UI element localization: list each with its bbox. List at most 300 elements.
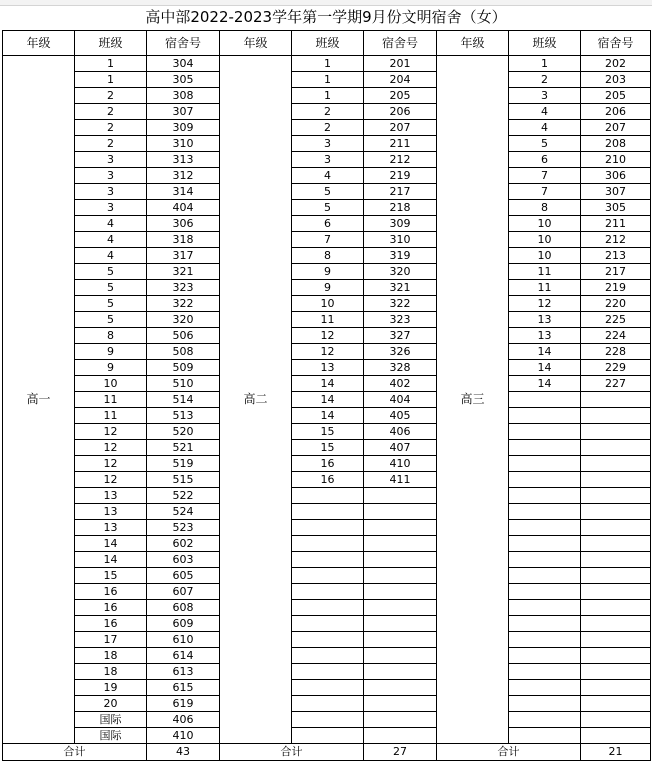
dorm-cell-empty (364, 520, 437, 536)
class-cell: 13 (509, 328, 581, 344)
class-cell: 8 (509, 200, 581, 216)
dorm-cell: 219 (581, 280, 651, 296)
class-cell: 16 (75, 616, 147, 632)
dorm-cell: 519 (147, 456, 220, 472)
class-cell-empty (509, 696, 581, 712)
class-cell: 1 (75, 56, 147, 72)
dorm-cell: 219 (364, 168, 437, 184)
table-row (3, 344, 651, 360)
class-cell-empty (292, 552, 364, 568)
dorm-cell-empty (581, 696, 651, 712)
class-cell: 2 (75, 136, 147, 152)
header-class: 班级 (509, 31, 581, 56)
dorm-cell: 224 (581, 328, 651, 344)
header-dorm: 宿舍号 (581, 31, 651, 56)
class-cell: 15 (292, 440, 364, 456)
class-cell: 5 (75, 296, 147, 312)
class-cell: 5 (75, 280, 147, 296)
dorm-cell-empty (364, 600, 437, 616)
dorm-cell: 201 (364, 56, 437, 72)
table-row (3, 440, 651, 456)
class-cell: 12 (509, 296, 581, 312)
dorm-cell: 310 (147, 136, 220, 152)
table-row (3, 648, 651, 664)
dorm-cell: 513 (147, 408, 220, 424)
header-row (3, 31, 651, 56)
table-row (3, 472, 651, 488)
class-cell: 14 (292, 408, 364, 424)
class-cell: 16 (292, 456, 364, 472)
table-row (3, 88, 651, 104)
class-cell-empty (509, 664, 581, 680)
header-grade: 年级 (220, 31, 292, 56)
class-cell: 11 (509, 280, 581, 296)
class-cell: 5 (75, 312, 147, 328)
dorm-cell: 306 (147, 216, 220, 232)
class-cell: 10 (509, 232, 581, 248)
dorm-cell: 614 (147, 648, 220, 664)
class-cell: 16 (292, 472, 364, 488)
class-cell: 16 (75, 584, 147, 600)
class-cell: 4 (509, 120, 581, 136)
class-cell-empty (509, 536, 581, 552)
class-cell-empty (509, 472, 581, 488)
class-cell: 8 (292, 248, 364, 264)
class-cell: 国际 (75, 712, 147, 728)
class-cell: 20 (75, 696, 147, 712)
class-cell-empty (509, 408, 581, 424)
class-cell: 1 (509, 56, 581, 72)
dorm-cell: 229 (581, 360, 651, 376)
dorm-cell: 411 (364, 472, 437, 488)
class-cell-empty (292, 664, 364, 680)
total-row (3, 744, 651, 761)
header-dorm: 宿舍号 (147, 31, 220, 56)
total-label: 合计 (220, 744, 364, 761)
dorm-cell: 619 (147, 696, 220, 712)
class-cell: 14 (509, 376, 581, 392)
class-cell: 10 (509, 216, 581, 232)
dorm-cell: 207 (364, 120, 437, 136)
dorm-cell-empty (581, 472, 651, 488)
class-cell: 12 (292, 344, 364, 360)
class-cell-empty (509, 600, 581, 616)
class-cell-empty (509, 456, 581, 472)
class-cell: 1 (75, 72, 147, 88)
table-row (3, 536, 651, 552)
class-cell: 12 (292, 328, 364, 344)
class-cell: 7 (292, 232, 364, 248)
dorm-cell-empty (364, 568, 437, 584)
class-cell-empty (292, 568, 364, 584)
class-cell-empty (509, 392, 581, 408)
dorm-cell-empty (581, 584, 651, 600)
dorm-cell-empty (581, 504, 651, 520)
dorm-cell: 406 (364, 424, 437, 440)
dorm-cell: 603 (147, 552, 220, 568)
class-cell: 12 (75, 440, 147, 456)
class-cell: 13 (75, 488, 147, 504)
dorm-cell: 206 (581, 104, 651, 120)
dorm-cell: 514 (147, 392, 220, 408)
table-row (3, 152, 651, 168)
table-row (3, 264, 651, 280)
table-row (3, 136, 651, 152)
dorm-cell-empty (364, 712, 437, 728)
class-cell: 国际 (75, 728, 147, 744)
class-cell-empty (292, 504, 364, 520)
class-cell: 3 (75, 168, 147, 184)
class-cell: 19 (75, 680, 147, 696)
table-row (3, 184, 651, 200)
class-cell-empty (292, 728, 364, 744)
dorm-cell: 321 (364, 280, 437, 296)
dorm-cell: 225 (581, 312, 651, 328)
class-cell-empty (509, 616, 581, 632)
dorm-cell: 307 (147, 104, 220, 120)
class-cell: 18 (75, 664, 147, 680)
dorm-cell: 508 (147, 344, 220, 360)
table-row (3, 216, 651, 232)
dorm-cell: 207 (581, 120, 651, 136)
class-cell-empty (509, 488, 581, 504)
grade-cell: 高一 (3, 56, 75, 744)
class-cell: 9 (292, 264, 364, 280)
dorm-cell-empty (364, 488, 437, 504)
dorm-cell: 509 (147, 360, 220, 376)
dorm-cell-empty (581, 680, 651, 696)
dorm-cell-empty (581, 440, 651, 456)
dorm-cell: 510 (147, 376, 220, 392)
table-row (3, 584, 651, 600)
dorm-cell: 609 (147, 616, 220, 632)
dorm-cell: 318 (147, 232, 220, 248)
class-cell: 15 (292, 424, 364, 440)
class-cell-empty (509, 584, 581, 600)
class-cell: 4 (75, 248, 147, 264)
dorm-table (2, 30, 651, 761)
dorm-cell: 310 (364, 232, 437, 248)
class-cell: 3 (509, 88, 581, 104)
class-cell: 7 (509, 168, 581, 184)
dorm-cell: 227 (581, 376, 651, 392)
table-row (3, 552, 651, 568)
dorm-cell: 326 (364, 344, 437, 360)
table-row (3, 728, 651, 744)
class-cell: 4 (509, 104, 581, 120)
dorm-cell: 515 (147, 472, 220, 488)
class-cell: 3 (75, 200, 147, 216)
dorm-cell: 210 (581, 152, 651, 168)
table-row (3, 664, 651, 680)
class-cell: 6 (509, 152, 581, 168)
dorm-cell-empty (364, 552, 437, 568)
class-cell: 6 (292, 216, 364, 232)
class-cell: 9 (292, 280, 364, 296)
table-row (3, 696, 651, 712)
class-cell: 18 (75, 648, 147, 664)
table-row (3, 72, 651, 88)
class-cell: 16 (75, 600, 147, 616)
class-cell-empty (509, 440, 581, 456)
dorm-cell: 615 (147, 680, 220, 696)
class-cell-empty (509, 568, 581, 584)
dorm-cell-empty (581, 424, 651, 440)
dorm-cell-empty (581, 392, 651, 408)
dorm-cell: 322 (364, 296, 437, 312)
dorm-cell: 205 (364, 88, 437, 104)
dorm-cell-empty (581, 600, 651, 616)
class-cell: 1 (292, 72, 364, 88)
class-cell: 2 (75, 104, 147, 120)
header-dorm: 宿舍号 (364, 31, 437, 56)
dorm-cell: 404 (147, 200, 220, 216)
class-cell-empty (509, 728, 581, 744)
class-cell: 2 (292, 120, 364, 136)
class-cell: 11 (292, 312, 364, 328)
class-cell: 5 (292, 200, 364, 216)
dorm-cell-empty (581, 536, 651, 552)
dorm-cell: 607 (147, 584, 220, 600)
dorm-cell-empty (364, 504, 437, 520)
dorm-cell: 605 (147, 568, 220, 584)
dorm-cell: 320 (364, 264, 437, 280)
table-row (3, 456, 651, 472)
table-row (3, 168, 651, 184)
dorm-cell: 204 (364, 72, 437, 88)
class-cell-empty (509, 520, 581, 536)
dorm-cell: 217 (364, 184, 437, 200)
class-cell-empty (292, 584, 364, 600)
class-cell-empty (509, 424, 581, 440)
dorm-cell: 322 (147, 296, 220, 312)
dorm-cell-empty (581, 664, 651, 680)
table-row (3, 632, 651, 648)
dorm-cell: 522 (147, 488, 220, 504)
class-cell: 12 (75, 456, 147, 472)
class-cell: 2 (75, 120, 147, 136)
dorm-cell: 314 (147, 184, 220, 200)
table-row (3, 488, 651, 504)
header-class: 班级 (75, 31, 147, 56)
class-cell-empty (509, 552, 581, 568)
dorm-cell: 323 (147, 280, 220, 296)
table-row (3, 424, 651, 440)
dorm-cell: 402 (364, 376, 437, 392)
dorm-cell: 304 (147, 56, 220, 72)
dorm-cell-empty (581, 728, 651, 744)
dorm-cell: 520 (147, 424, 220, 440)
table-row (3, 312, 651, 328)
dorm-cell-empty (364, 632, 437, 648)
dorm-cell-empty (364, 584, 437, 600)
dorm-cell: 212 (581, 232, 651, 248)
class-cell-empty (509, 504, 581, 520)
total-value: 27 (364, 744, 437, 761)
dorm-cell-empty (581, 520, 651, 536)
table-row (3, 360, 651, 376)
dorm-cell: 220 (581, 296, 651, 312)
sheet-title: 高中部2022-2023学年第一学期9月份文明宿舍（女） (145, 8, 507, 26)
class-cell-empty (509, 680, 581, 696)
dorm-cell: 228 (581, 344, 651, 360)
dorm-cell: 323 (364, 312, 437, 328)
class-cell: 7 (509, 184, 581, 200)
dorm-cell: 328 (364, 360, 437, 376)
dorm-cell-empty (364, 728, 437, 744)
class-cell-empty (292, 696, 364, 712)
class-cell: 9 (75, 344, 147, 360)
table-row (3, 392, 651, 408)
dorm-cell: 211 (364, 136, 437, 152)
dorm-cell: 206 (364, 104, 437, 120)
class-cell: 13 (509, 312, 581, 328)
dorm-cell-empty (581, 488, 651, 504)
dorm-cell-empty (364, 696, 437, 712)
dorm-cell: 320 (147, 312, 220, 328)
table-row (3, 616, 651, 632)
class-cell: 14 (75, 552, 147, 568)
class-cell-empty (292, 712, 364, 728)
dorm-cell: 407 (364, 440, 437, 456)
class-cell-empty (292, 600, 364, 616)
class-cell: 11 (509, 264, 581, 280)
class-cell: 11 (75, 392, 147, 408)
table-row (3, 296, 651, 312)
total-value: 21 (581, 744, 651, 761)
class-cell: 4 (75, 232, 147, 248)
table-row (3, 376, 651, 392)
table-row (3, 680, 651, 696)
dorm-cell: 608 (147, 600, 220, 616)
grade-cell: 高二 (220, 56, 292, 744)
class-cell: 3 (75, 152, 147, 168)
dorm-cell: 202 (581, 56, 651, 72)
class-cell-empty (292, 648, 364, 664)
table-row (3, 408, 651, 424)
dorm-cell: 211 (581, 216, 651, 232)
dorm-cell: 610 (147, 632, 220, 648)
class-cell: 2 (292, 104, 364, 120)
table-row (3, 200, 651, 216)
class-cell-empty (292, 632, 364, 648)
dorm-cell: 217 (581, 264, 651, 280)
class-cell-empty (292, 488, 364, 504)
dorm-cell: 404 (364, 392, 437, 408)
class-cell: 2 (75, 88, 147, 104)
dorm-cell-empty (581, 648, 651, 664)
class-cell: 5 (292, 184, 364, 200)
class-cell: 3 (292, 136, 364, 152)
dorm-cell: 309 (147, 120, 220, 136)
class-cell-empty (292, 616, 364, 632)
dorm-cell-empty (364, 648, 437, 664)
dorm-cell: 212 (364, 152, 437, 168)
dorm-cell-empty (364, 680, 437, 696)
header-grade: 年级 (437, 31, 509, 56)
header-grade: 年级 (3, 31, 75, 56)
dorm-cell: 205 (581, 88, 651, 104)
table-row (3, 56, 651, 72)
dorm-cell-empty (364, 664, 437, 680)
table-row (3, 232, 651, 248)
class-cell: 14 (509, 360, 581, 376)
dorm-cell-empty (581, 712, 651, 728)
total-value: 43 (147, 744, 220, 761)
dorm-cell-empty (581, 616, 651, 632)
dorm-cell: 218 (364, 200, 437, 216)
dorm-cell: 602 (147, 536, 220, 552)
dorm-cell-empty (581, 632, 651, 648)
class-cell-empty (509, 632, 581, 648)
table-row (3, 504, 651, 520)
class-cell: 10 (292, 296, 364, 312)
class-cell: 5 (509, 136, 581, 152)
dorm-cell: 312 (147, 168, 220, 184)
dorm-cell: 317 (147, 248, 220, 264)
dorm-cell: 410 (364, 456, 437, 472)
dorm-cell: 506 (147, 328, 220, 344)
dorm-cell: 308 (147, 88, 220, 104)
class-cell: 12 (75, 424, 147, 440)
table-row (3, 600, 651, 616)
table-row (3, 280, 651, 296)
class-cell: 5 (75, 264, 147, 280)
table-row (3, 328, 651, 344)
class-cell: 1 (292, 56, 364, 72)
class-cell: 14 (292, 376, 364, 392)
dorm-cell: 405 (364, 408, 437, 424)
class-cell: 12 (75, 472, 147, 488)
dorm-cell-empty (581, 552, 651, 568)
class-cell: 13 (292, 360, 364, 376)
class-cell: 3 (292, 152, 364, 168)
class-cell: 4 (75, 216, 147, 232)
dorm-cell-empty (364, 616, 437, 632)
class-cell: 13 (75, 520, 147, 536)
table-row (3, 248, 651, 264)
header-class: 班级 (292, 31, 364, 56)
table-row (3, 712, 651, 728)
dorm-cell: 305 (147, 72, 220, 88)
dorm-cell: 309 (364, 216, 437, 232)
class-cell: 1 (292, 88, 364, 104)
dorm-cell-empty (581, 568, 651, 584)
dorm-cell: 313 (147, 152, 220, 168)
dorm-cell: 523 (147, 520, 220, 536)
dorm-cell: 203 (581, 72, 651, 88)
table-row (3, 568, 651, 584)
class-cell: 17 (75, 632, 147, 648)
class-cell: 14 (75, 536, 147, 552)
class-cell-empty (509, 648, 581, 664)
dorm-cell: 613 (147, 664, 220, 680)
table-row (3, 104, 651, 120)
class-cell: 10 (509, 248, 581, 264)
class-cell: 8 (75, 328, 147, 344)
dorm-cell: 307 (581, 184, 651, 200)
class-cell: 2 (509, 72, 581, 88)
total-label: 合计 (3, 744, 147, 761)
dorm-cell-empty (581, 408, 651, 424)
dorm-cell: 521 (147, 440, 220, 456)
dorm-cell: 213 (581, 248, 651, 264)
dorm-cell: 406 (147, 712, 220, 728)
class-cell-empty (292, 680, 364, 696)
dorm-cell: 305 (581, 200, 651, 216)
total-label: 合计 (437, 744, 581, 761)
class-cell-empty (292, 536, 364, 552)
